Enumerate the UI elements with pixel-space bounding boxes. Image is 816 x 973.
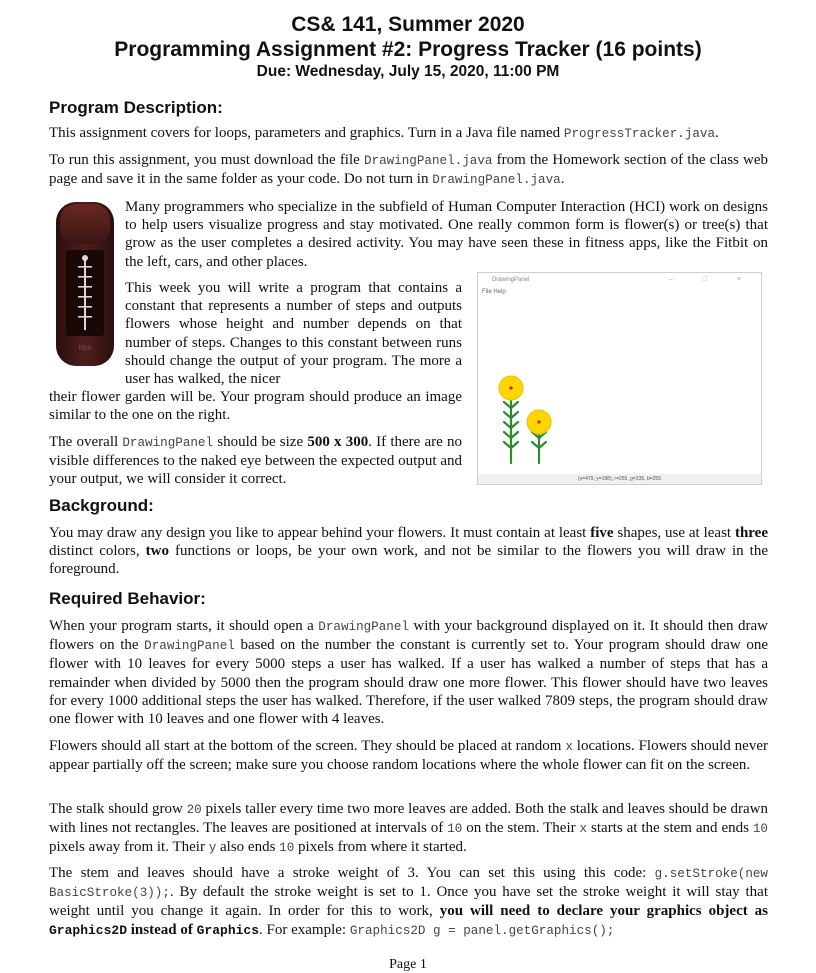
drawingpanel-code: DrawingPanel.java bbox=[363, 154, 493, 168]
panel-size: 500 x 300 bbox=[307, 434, 369, 450]
paragraph-background: You may draw any design you like to appear behind your flowers. It must contain at least five shapes, use at least three distinct colors, two functions or loops, be your own work, and not be similar to the flowers you will draw in the foreground. bbox=[49, 525, 768, 578]
fitbit-device-image bbox=[52, 200, 119, 368]
paragraph-stroke: The stem and leaves should have a stroke weight of 3. You can set this using this code: g.setStroke(new BasicStroke(3));. By default the stroke weight is set to 1. Once you have set the stroke weight it will stay that weight until you change it again. In order for this to work, you will need to declare your graphics object as Graphics2D instead of Graphics. For example: Graphics2D g = panel.getGraphics(); bbox=[49, 865, 769, 938]
background-heading: Background: bbox=[49, 496, 154, 515]
window-menubar: File Help bbox=[482, 289, 506, 295]
window-status-bar: (x=479, y=188), r=255, g=235, b=255 bbox=[478, 474, 761, 484]
flower-canvas bbox=[479, 298, 760, 474]
course-title: CS& 141, Summer 2020 bbox=[291, 13, 525, 36]
window-controls: – □ × bbox=[668, 276, 755, 283]
paragraph-behavior: When your program starts, it should open a DrawingPanel with your background displayed on it. It should then draw flowers on the DrawingPanel based on the number the constant is currently set to. Your program should draw one flower with 10 leaves for every 5000 steps a user has walked. If a user has walked a number of steps that has a remainder when divided by 5000 then the program should draw one more flower. This flower should have two leaves for every 1000 additional steps the user has walked. Therefore, if the user walked 7809 steps, the program should draw one flower with 10 leaves and one flower with 4 leaves. bbox=[49, 618, 769, 728]
drawingpanel-code: DrawingPanel bbox=[122, 436, 214, 450]
example-output-screenshot bbox=[477, 272, 762, 485]
window-title: DrawingPanel bbox=[492, 277, 530, 283]
filename-code: ProgressTracker.java bbox=[563, 127, 716, 141]
required-behavior-heading: Required Behavior: bbox=[49, 589, 206, 608]
paragraph-stalk: The stalk should grow 20 pixels taller every time two more leaves are added. Both the stalk and leaves should be drawn with lines not rectangles. The leaves are positioned at intervals of 10 on the stem. Their x starts at the stem and ends 10 pixels away from it. Their y also ends 10 pixels from where it started. bbox=[49, 801, 768, 856]
assignment-title: Programming Assignment #2: Progress Tracker (16 points) bbox=[114, 38, 702, 61]
paragraph-hci: Many programmers who specialize in the subfield of Human Computer Interaction (HCI) work on designs to help users visualize progress and stay motivated. One really common form is flower(s) or tree(s) that grow as the user completes a desired activity. You may have seen these in fitness apps, like the Fitbit on the left, cars, and other places. bbox=[125, 199, 768, 270]
drawingpanel-code: DrawingPanel bbox=[144, 639, 235, 654]
drawingpanel-code: DrawingPanel.java bbox=[432, 173, 561, 188]
example-code: Graphics2D g = panel.getGraphics(); bbox=[349, 923, 615, 938]
paragraph-week-rest: their flower garden will be. Your program should produce an image similar to the one on the right. bbox=[49, 389, 462, 424]
window-titlebar bbox=[478, 273, 761, 287]
program-description-heading: Program Description: bbox=[49, 98, 223, 117]
page-number: Page 1 bbox=[389, 957, 427, 972]
drawingpanel-code: DrawingPanel bbox=[318, 620, 409, 634]
due-date: Due: Wednesday, July 15, 2020, 11:00 PM bbox=[256, 63, 560, 80]
setstroke-code: g.setStroke(new BasicStroke(3)); bbox=[49, 867, 768, 901]
paragraph-week-first: This week you will write a program that contains a constant that represents a number of steps and outputs flowers whose height and number depends on that number of steps. Changes to this constant between runs should change the output of your program. The more a user has walked, the nicer bbox=[125, 280, 462, 388]
paragraph-overview: This assignment covers for loops, parameters and graphics. Turn in a Java file named ProgressTracker.java. bbox=[49, 125, 719, 141]
paragraph-flower-placement: Flowers should all start at the bottom of the screen. They should be placed at random x locations. Flowers should never appear partially off the screen; make sure you choose random locations where the whole flower can fit on the screen. bbox=[49, 738, 768, 774]
paragraph-download: To run this assignment, you must download the file DrawingPanel.java from the Homework section of the class web page and save it in the same folder as your code. Do not turn in DrawingPanel.java. bbox=[49, 152, 768, 188]
paragraph-panel-size: The overall DrawingPanel should be size 500 x 300. If there are no visible differences to the naked eye between the expected output and your output, we will consider it correct. bbox=[49, 434, 463, 488]
fitbit-logo-text: fitbit bbox=[78, 345, 92, 352]
